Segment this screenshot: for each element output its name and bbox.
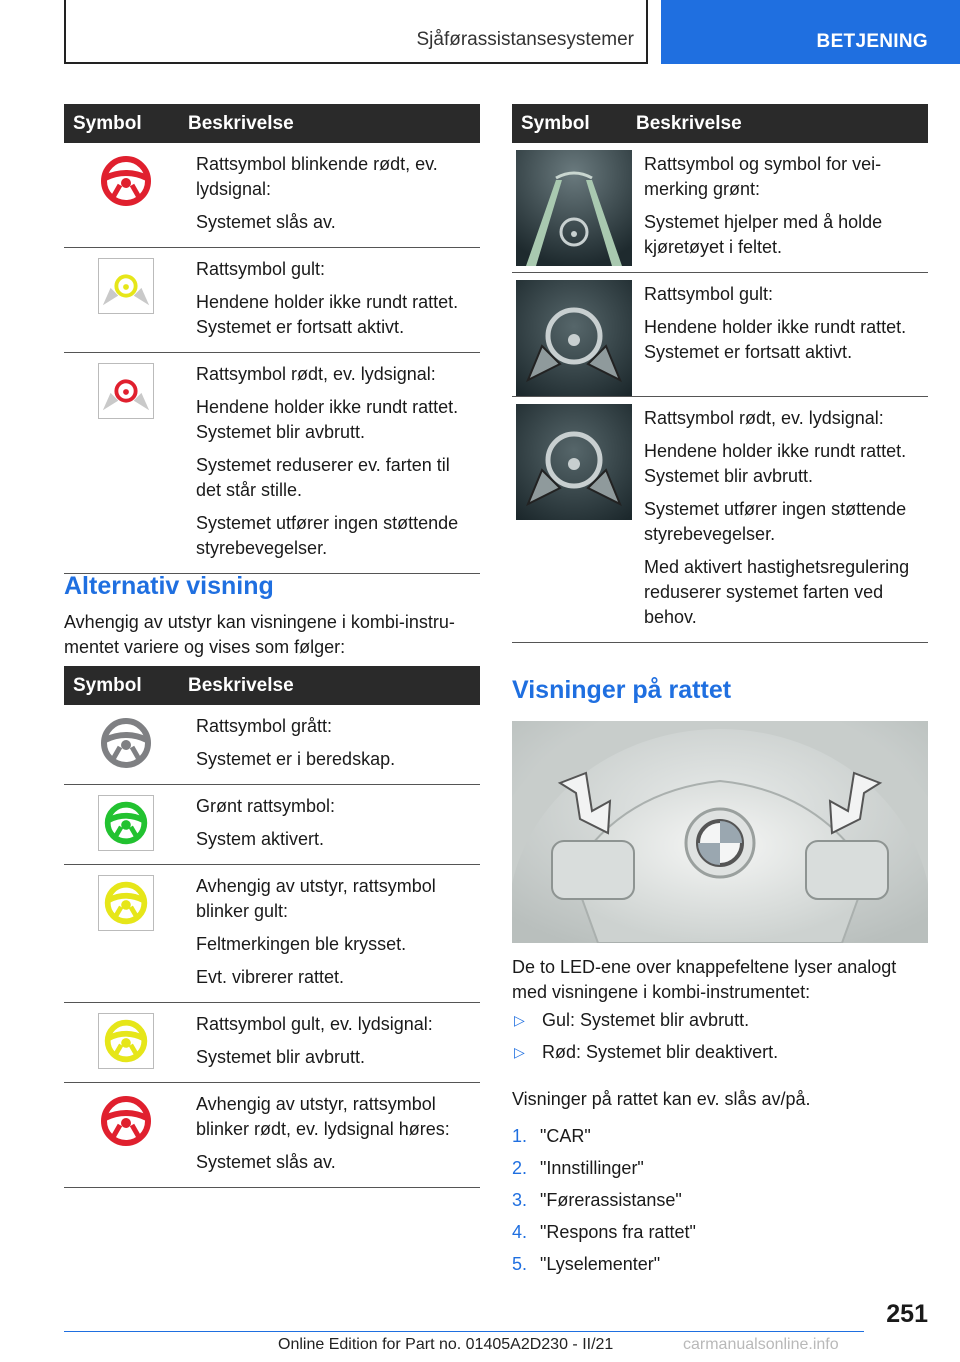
row-text: Grønt rattsymbol: xyxy=(196,796,336,816)
section-header xyxy=(64,0,648,64)
row-text: Feltmerkingen ble krysset. xyxy=(196,934,407,954)
yellow-wheel-hands-icon xyxy=(98,258,154,314)
steering-wheel-photo xyxy=(512,721,928,943)
row-text: Systemet utfører ingen støttende styrebevegelser. xyxy=(196,513,459,558)
step-item xyxy=(512,1188,928,1213)
row-text: Hendene holder ikke rundt rattet. Systemet blir avbrutt. xyxy=(196,397,459,442)
red-wheel-hands-icon xyxy=(98,363,154,419)
description-column-header: Beskrivelse xyxy=(188,112,294,134)
step-text: "CAR" xyxy=(540,1126,591,1146)
row-text: Avhengig av utstyr, rattsymbol blinker gult: xyxy=(196,876,436,921)
row-text: Hendene holder ikke rundt rattet. Systemet er fortsatt aktivt. xyxy=(644,317,907,362)
row-text: Rattsymbol rødt, ev. lydsignal: xyxy=(196,364,436,384)
row-text: Med aktivert hastighetsregulering reduserer systemet farten ved behov. xyxy=(644,557,910,627)
list-item xyxy=(512,1008,928,1033)
red-steering-wheel-icon xyxy=(98,1093,154,1149)
step-text: "Innstillinger" xyxy=(540,1158,644,1178)
green-steering-wheel-icon xyxy=(98,795,154,851)
step-number: 2. xyxy=(512,1158,528,1178)
row-text: Rattsymbol gult: xyxy=(644,284,774,304)
triangle-bullet-icon: ▷ xyxy=(514,1044,525,1060)
yellow-steering-wheel-icon xyxy=(98,1013,154,1069)
row-text: System aktivert. xyxy=(196,829,325,849)
symbol-column-header: Symbol xyxy=(73,674,142,696)
table-header xyxy=(64,666,480,705)
step-number: 5. xyxy=(512,1254,528,1274)
yellow-steering-wheel-icon xyxy=(98,875,154,931)
list-item-text: Gul: Systemet blir avbrutt. xyxy=(542,1010,750,1030)
row-text: Hendene holder ikke rundt rattet. Systemet er fortsatt aktivt. xyxy=(196,292,459,337)
table-row xyxy=(64,1003,480,1083)
row-text: Evt. vibrerer rattet. xyxy=(196,967,345,987)
section-title: Sjåførassistansesystemer xyxy=(416,29,634,50)
table-row xyxy=(64,705,480,785)
table-row xyxy=(512,397,928,643)
row-text: Systemet er i beredskap. xyxy=(196,749,396,769)
symbol-column-header: Symbol xyxy=(521,112,590,134)
table-row xyxy=(64,248,480,353)
table-row xyxy=(64,143,480,248)
description-column-header: Beskrivelse xyxy=(188,674,294,696)
table-row xyxy=(512,273,928,397)
table-row xyxy=(64,865,480,1003)
step-item xyxy=(512,1156,928,1181)
lane-marking-green-icon xyxy=(516,150,632,266)
wheel-display-note: Visninger på rattet kan ev. slås av/på. xyxy=(512,1089,811,1109)
step-text: "Førerassistanse" xyxy=(540,1190,682,1210)
row-text: Rattsymbol grått: xyxy=(196,716,333,736)
grey-steering-wheel-icon xyxy=(98,715,154,771)
step-item xyxy=(512,1220,928,1245)
watermark: carmanualsonline.info xyxy=(683,1336,839,1353)
row-text: Rattsymbol gult: xyxy=(196,259,326,279)
footer-divider xyxy=(64,1331,864,1332)
alternative-intro: Avhengig av utstyr kan visningene i kombi-instrumentet variere og vises som følger: xyxy=(64,612,455,657)
row-text: Rattsymbol gult, ev. lydsignal: xyxy=(196,1014,433,1034)
triangle-bullet-icon: ▷ xyxy=(514,1012,525,1028)
wheel-hands-display-icon xyxy=(516,280,632,396)
row-text: Systemet slås av. xyxy=(196,212,336,232)
chapter-tab xyxy=(661,0,960,64)
row-text: Rattsymbol rødt, ev. lydsignal: xyxy=(644,408,884,428)
wheel-led-description: De to LED-ene over knappefeltene lyser analogt med visningene i kombi-instrumentet: xyxy=(512,957,897,1002)
edition-note: Online Edition for Part no. 01405A2D230 - II/21 xyxy=(278,1336,614,1353)
description-column-header: Beskrivelse xyxy=(636,112,742,134)
row-text: Rattsymbol blinkende rødt, ev. lydsignal: xyxy=(196,154,438,199)
table-row xyxy=(512,143,928,273)
red-steering-wheel-icon xyxy=(98,153,154,209)
table-header xyxy=(512,104,928,143)
chapter-title: BETJENING xyxy=(816,31,928,52)
row-text: Systemet utfører ingen støttende styrebevegelser. xyxy=(644,499,907,544)
step-text: "Lyselementer" xyxy=(540,1254,661,1274)
table-row xyxy=(64,785,480,865)
status-table-1 xyxy=(64,104,480,574)
step-text: "Respons fra rattet" xyxy=(540,1222,696,1242)
row-text: Systemet slås av. xyxy=(196,1152,336,1172)
wheel-hands-display-icon xyxy=(516,404,632,520)
row-text: Systemet hjelper med å holde kjøretøyet i feltet. xyxy=(644,212,883,257)
row-text: Rattsymbol og symbol for veimerking grønt: xyxy=(644,154,882,199)
table-row xyxy=(64,353,480,574)
table-row xyxy=(64,1083,480,1188)
symbol-column-header: Symbol xyxy=(73,112,142,134)
status-table-2 xyxy=(64,666,480,1188)
led-color-list xyxy=(512,1008,928,1072)
step-number: 3. xyxy=(512,1190,528,1210)
section-heading-alternative: Alternativ visning xyxy=(64,572,274,600)
list-item xyxy=(512,1040,928,1065)
menu-path-steps xyxy=(512,1124,928,1284)
row-text: Systemet reduserer ev. farten til det står stille. xyxy=(196,455,450,500)
section-heading-wheel-displays: Visninger på rattet xyxy=(512,676,732,704)
row-text: Systemet blir avbrutt. xyxy=(196,1047,366,1067)
step-number: 1. xyxy=(512,1126,528,1146)
list-item-text: Rød: Systemet blir deaktivert. xyxy=(542,1042,779,1062)
status-table-3 xyxy=(512,104,928,643)
step-item xyxy=(512,1124,928,1149)
row-text: Avhengig av utstyr, rattsymbol blinker rødt, ev. lydsignal høres: xyxy=(196,1094,450,1139)
step-number: 4. xyxy=(512,1222,528,1242)
page-number: 251 xyxy=(886,1300,928,1328)
row-text: Hendene holder ikke rundt rattet. Systemet blir avbrutt. xyxy=(644,441,907,486)
step-item xyxy=(512,1252,928,1277)
table-header xyxy=(64,104,480,143)
